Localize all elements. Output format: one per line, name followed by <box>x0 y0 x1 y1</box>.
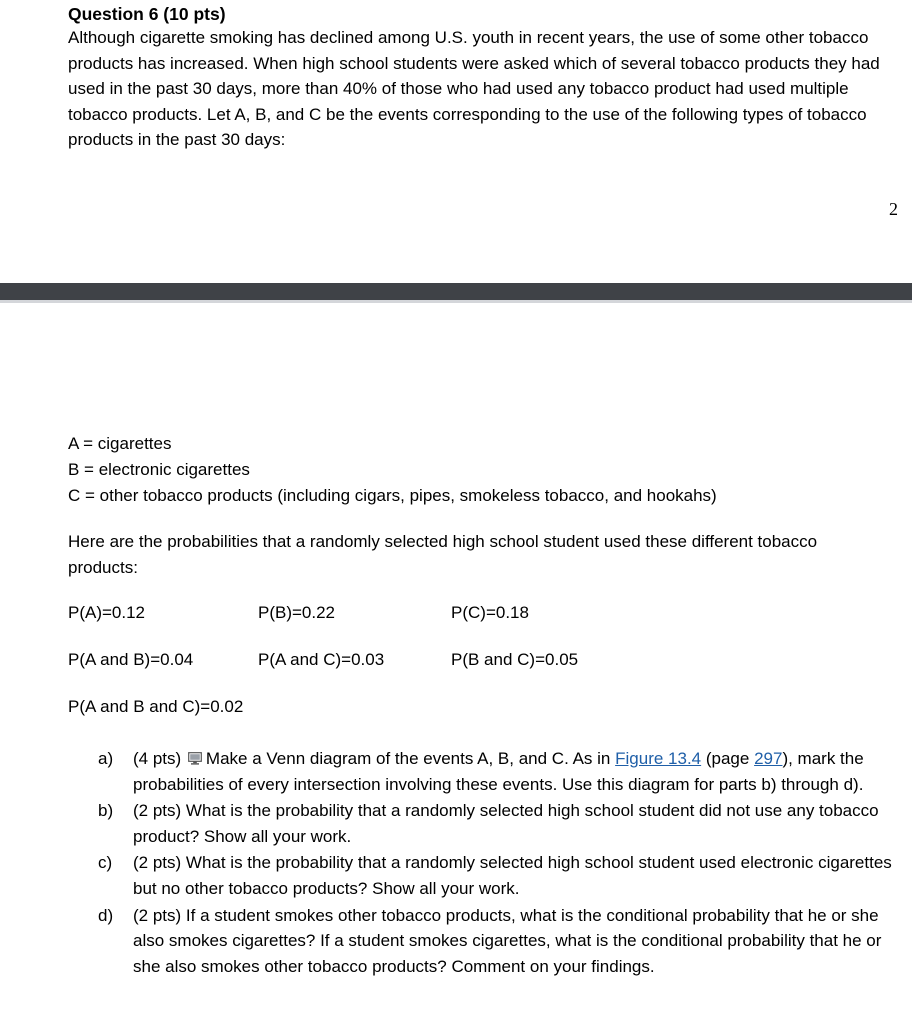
monitor-icon <box>188 747 202 760</box>
document-page-1 <box>0 0 912 283</box>
part-b <box>98 798 898 849</box>
part-a-text-1: Make a Venn diagram of the events A, B, and C. As in <box>205 749 611 768</box>
event-definitions <box>68 431 717 509</box>
prob-a: P(A)=0.12 <box>68 603 146 622</box>
page-separator <box>0 283 912 300</box>
part-a-text-3: ), mark the probabilities of every intersection involving these events. Use this diagram for parts b) through d). <box>133 749 864 794</box>
part-d-label: d) <box>98 905 114 925</box>
part-a-label: a) <box>98 749 114 768</box>
prob-c: P(C)=0.18 <box>451 603 529 622</box>
probabilities-intro: Here are the probabilities that a randomly selected high school student used these different tobacco products: <box>68 532 818 577</box>
prob-a-and-b: P(A and B)=0.04 <box>68 650 194 669</box>
question-intro: Although cigarette smoking has declined among U.S. youth in recent years, the use of some other tobacco products has increased. When high school students were asked which of several tobacco products they had used in the past 30 days, more than 40% of those who had used any tobacco product had used multiple tobacco products. Let A, B, and C be the events corresponding to the use of the following types of tobacco products in the past 30 days: <box>68 28 880 150</box>
question-title: Question 6 (10 pts) <box>68 4 226 24</box>
part-d-text: (2 pts) If a student smokes other tobacco products, what is the conditional probability that he or she also smokes cigarettes? If a student smokes cigarettes, what is the conditional probability that he or she also smokes other tobacco products? Comment on your findings. <box>133 905 882 976</box>
part-b-text: (2 pts) What is the probability that a randomly selected high school student did not use any tobacco product? Show all your work. <box>133 801 879 846</box>
part-c-text: (2 pts) What is the probability that a randomly selected high school student used electronic cigarettes but no other tobacco products? Show all your work. <box>133 853 892 898</box>
page-number: 2 <box>889 199 898 219</box>
page-separator-shadow <box>0 300 912 303</box>
part-c <box>98 850 898 901</box>
part-a <box>98 746 898 797</box>
page-297-link[interactable]: 297 <box>754 749 783 768</box>
part-a-text <box>133 746 898 797</box>
part-d <box>98 903 898 980</box>
definition-a: A = cigarettes <box>68 434 172 453</box>
prob-b-and-c: P(B and C)=0.05 <box>451 650 579 669</box>
prob-a-and-b-and-c: P(A and B and C)=0.02 <box>68 697 244 716</box>
question-parts <box>98 746 898 980</box>
definition-b: B = electronic cigarettes <box>68 460 250 479</box>
definition-c: C = other tobacco products (including cigars, pipes, smokeless tobacco, and hookahs) <box>68 486 717 505</box>
part-b-label: b) <box>98 801 114 821</box>
part-a-points: (4 pts) <box>133 749 182 768</box>
prob-a-and-c: P(A and C)=0.03 <box>258 650 385 669</box>
figure-13-4-link[interactable]: Figure 13.4 <box>615 749 702 768</box>
prob-b: P(B)=0.22 <box>258 603 336 622</box>
part-c-label: c) <box>98 853 113 873</box>
part-a-text-2: (page <box>705 749 750 768</box>
